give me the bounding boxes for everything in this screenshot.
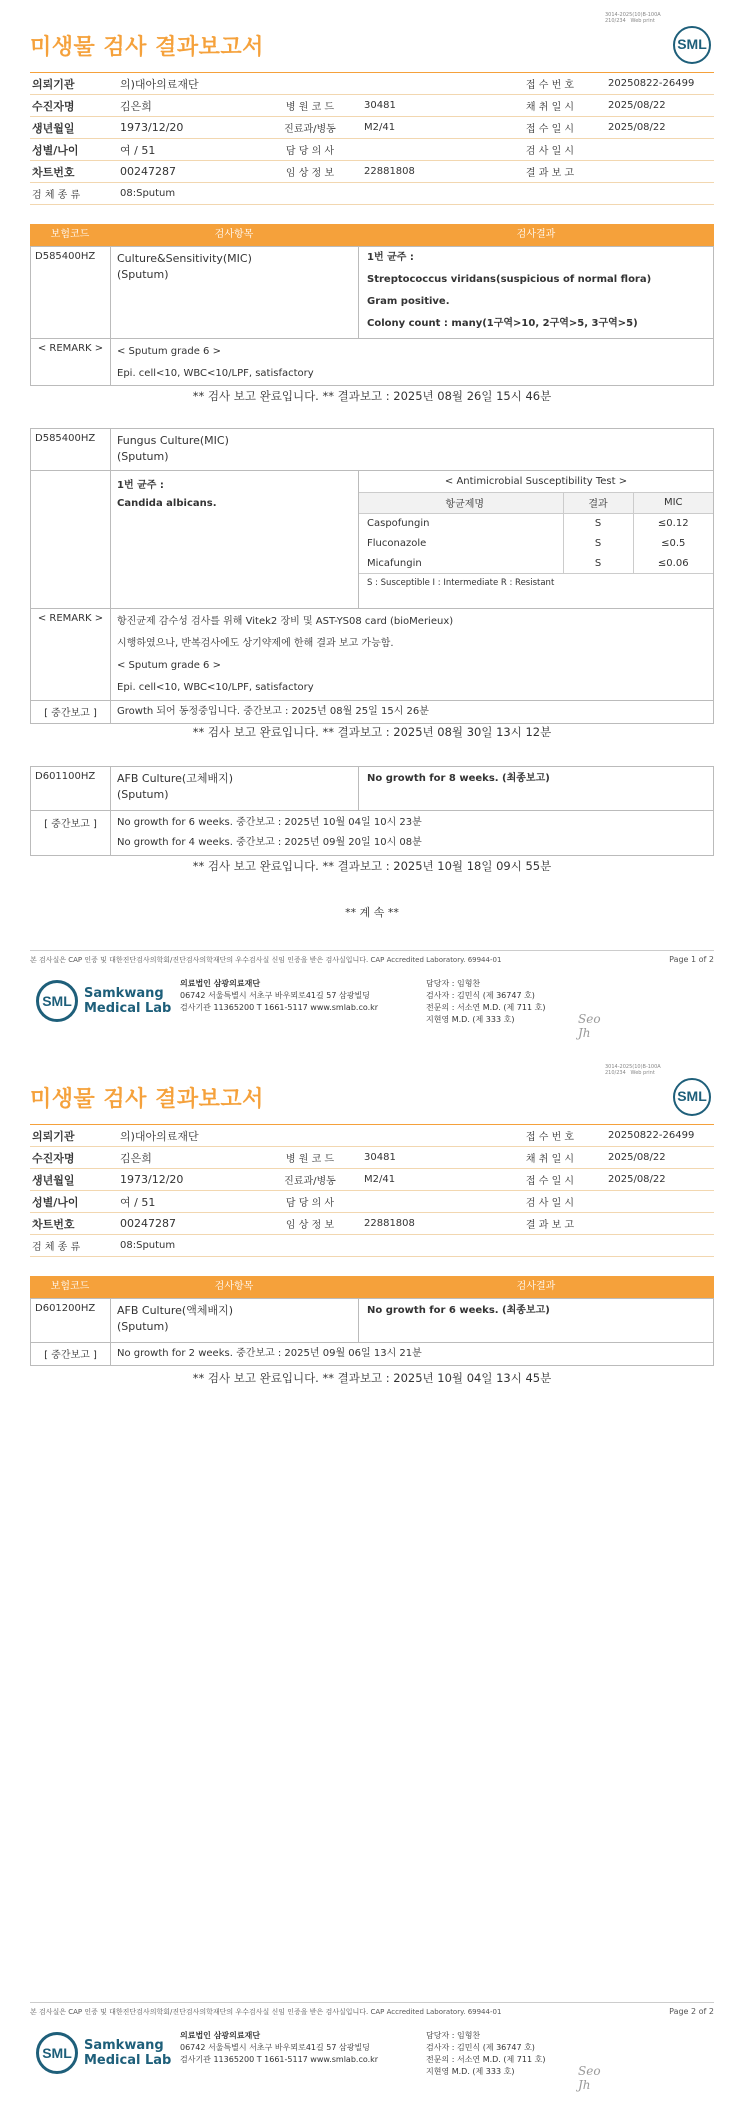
ast-title: < Antimicrobial Susceptibility Test > [359, 471, 713, 493]
test-block-fungus [30, 428, 714, 724]
report-complete-line: ** 검사 보고 완료입니다. ** 결과보고 : 2025년 10월 04일 13시 45분 [192, 1371, 552, 1385]
label-ward: 진료과/병동 [284, 1176, 336, 1187]
header-code: 보험코드 [50, 1281, 90, 1292]
value-hospital-code: 30481 [364, 1152, 396, 1163]
ast-panel [359, 471, 713, 608]
test-item-sub: (Sputum) [117, 450, 169, 463]
patient-info [30, 72, 714, 205]
test-item [111, 247, 359, 338]
label-test-date: 검 사 일 시 [525, 146, 575, 157]
value-specimen: 08:Sputum [120, 188, 176, 199]
label-doctor: 담 당 의 사 [285, 146, 335, 157]
label-patient: 수진자명 [32, 99, 75, 113]
remark-line: 시행하였으나, 반복검사에도 상기약제에 한해 결과 보고 가능함. [117, 638, 394, 649]
signature: Jh [578, 2078, 591, 2092]
footer-contact: 검사기관 11365200 T 1661-5117 www.smlab.co.kr [180, 2055, 379, 2064]
label-report-date: 결 과 보 고 [525, 1220, 575, 1231]
test-item [111, 767, 359, 810]
label-receipt-no: 접 수 번 호 [525, 1132, 575, 1143]
footer-logo-ring: SML [36, 980, 78, 1022]
signatures [578, 1012, 601, 1040]
staff-line: 전문의 : 서소연 M.D. (제 711 호) [426, 2055, 546, 2064]
footer-contact: 검사기관 11365200 T 1661-5117 www.smlab.co.kr [180, 1003, 379, 1012]
value-receipt-no: 20250822-26499 [608, 1130, 695, 1141]
footer-org: 의료법인 삼광의료재단 [180, 979, 261, 988]
signature: Jh [578, 1026, 591, 1040]
patient-info [30, 1124, 714, 1257]
header-item: 검사항목 [214, 1281, 254, 1292]
footer-logo-name: Medical Lab [84, 1001, 172, 1016]
table-cell: ≤0.5 [633, 533, 713, 553]
label-birth: 생년월일 [32, 121, 75, 135]
report-title: 미생물 검사 결과보고서 [30, 1087, 264, 1112]
results-header [30, 224, 714, 246]
interim-line: No growth for 4 weeks. 중간보고 : 2025년 09월 20일 10시 08분 [117, 837, 422, 848]
interim-label: [ 중간보고 ] [31, 1343, 111, 1365]
continued-note: ** 계 속 ** [345, 906, 399, 919]
label-specimen: 검 체 종 류 [32, 1242, 81, 1253]
label-collect-date: 채 취 일 시 [525, 1154, 575, 1165]
label-test-date: 검 사 일 시 [525, 1198, 575, 1209]
footer-address [180, 2030, 378, 2066]
remark-line: 항진균제 감수성 검사를 위해 Vitek2 장비 및 AST-YS08 card (bioMerieux) [117, 616, 454, 627]
label-hospital-code: 병 원 코 드 [285, 102, 335, 113]
label-sex-age: 성별/나이 [32, 1195, 79, 1209]
remark-line: Epi. cell<10, WBC<10/LPF, satisfactory [117, 368, 314, 379]
remark-line: Epi. cell<10, WBC<10/LPF, satisfactory [117, 682, 314, 693]
ast-col-result: 결과 [563, 493, 633, 513]
interim-text: Growth 되어 동정중입니다. 중간보고 : 2025년 08월 25일 15시 26분 [117, 706, 429, 717]
test-item-name: Culture&Sensitivity(MIC) [117, 252, 252, 265]
test-item-name: AFB Culture(액체배지) [117, 1304, 234, 1317]
footer-accreditation: 본 검사실은 CAP 인증 및 대한진단검사의학회/진단검사의학재단의 우수검사실 신임 인증을 받은 검사실입니다. CAP Accredited Laboratory. 69944-01 [30, 956, 502, 964]
value-ward: M2/41 [364, 1174, 396, 1185]
remark-line: < Sputum grade 6 > [117, 346, 221, 357]
label-clinical-info: 임 상 정 보 [285, 168, 335, 179]
label-birth: 생년월일 [32, 1173, 75, 1187]
label-receipt-date: 접 수 일 시 [525, 124, 575, 135]
test-item [111, 429, 713, 470]
staff-line: 지현영 M.D. (제 333 호) [426, 1015, 515, 1024]
table-row [359, 513, 713, 533]
test-item-name: Fungus Culture(MIC) [117, 434, 229, 447]
test-result: No growth for 8 weeks. (최종보고) [367, 773, 550, 784]
report-complete-line: ** 검사 보고 완료입니다. ** 결과보고 : 2025년 10월 18일 09시 55분 [192, 859, 552, 873]
value-specimen: 08:Sputum [120, 1240, 176, 1251]
result-line: Gram positive. [367, 296, 450, 307]
table-cell: S [563, 513, 633, 533]
test-result: No growth for 6 weeks. (최종보고) [367, 1305, 550, 1316]
ast-col-drug: 항균제명 [359, 493, 563, 513]
value-hospital-code: 30481 [364, 100, 396, 111]
header-result: 검사결과 [516, 1281, 556, 1292]
table-cell: S [563, 533, 633, 553]
page-number: Page 2 of 2 [669, 2007, 714, 2016]
test-block-afb-solid [30, 766, 714, 856]
label-chart-no: 차트번호 [32, 165, 75, 179]
label-report-date: 결 과 보 고 [525, 168, 575, 179]
remark-text [111, 609, 713, 700]
report-complete-line: ** 검사 보고 완료입니다. ** 결과보고 : 2025년 08월 30일 13시 12분 [192, 725, 552, 739]
value-receipt-no: 20250822-26499 [608, 78, 695, 89]
remark-text [111, 339, 713, 385]
footer-accreditation: 본 검사실은 CAP 인증 및 대한진단검사의학회/진단검사의학재단의 우수검사실 신임 인증을 받은 검사실입니다. CAP Accredited Laboratory. 69944-01 [30, 2008, 502, 2016]
page-number: Page 1 of 2 [669, 955, 714, 964]
signature: Seo [578, 2064, 601, 2078]
test-code: D585400HZ [31, 247, 111, 338]
test-item-sub: (Sputum) [117, 1320, 169, 1333]
interim-label: [ 중간보고 ] [31, 701, 111, 723]
test-code: D601200HZ [31, 1299, 111, 1342]
interim-line: No growth for 6 weeks. 중간보고 : 2025년 10월 04일 10시 23분 [117, 817, 422, 828]
label-clinical-info: 임 상 정 보 [285, 1220, 335, 1231]
header-item: 검사항목 [214, 229, 254, 240]
table-cell: Caspofungin [367, 517, 430, 529]
staff-line: 검사자 : 김민식 (제 36747 호) [426, 991, 535, 1000]
value-birth: 1973/12/20 [120, 121, 184, 134]
ast-table [359, 493, 713, 573]
table-cell: ≤0.12 [633, 513, 713, 533]
ast-legend: S : Susceptible I : Intermediate R : Resistant [359, 573, 713, 592]
label-receipt-no: 접 수 번 호 [525, 80, 575, 91]
table-row [359, 553, 713, 573]
strain-name: Candida albicans. [117, 498, 217, 509]
footer-logo [36, 980, 171, 1022]
footer-staff [426, 2030, 545, 2078]
value-receipt-date: 2025/08/22 [608, 122, 666, 133]
header-code: 보험코드 [50, 229, 90, 240]
test-item-sub: (Sputum) [117, 268, 169, 281]
footer-address [180, 978, 378, 1014]
label-receipt-date: 접 수 일 시 [525, 1176, 575, 1187]
value-patient: 김은희 [120, 99, 152, 113]
interim-label: [ 중간보고 ] [31, 811, 111, 855]
value-clinical-info: 22881808 [364, 166, 415, 177]
header-result: 검사결과 [516, 229, 556, 240]
label-patient: 수진자명 [32, 1151, 75, 1165]
label-requester: 의뢰기관 [32, 1129, 75, 1143]
result-line: 1번 균주 : [367, 252, 414, 263]
remark-label: < REMARK > [31, 609, 111, 700]
doc-code: 3014-2025(10)B-100A 210/234 Web print [605, 1064, 661, 1076]
footer-addr: 06742 서울특별시 서초구 바우뫼로41길 57 삼광빌딩 [180, 2043, 370, 2052]
value-sex-age: 여 / 51 [120, 143, 156, 157]
label-specimen: 검 체 종 류 [32, 190, 81, 201]
staff-line: 담당자 : 임형찬 [426, 2031, 481, 2040]
test-item-name: AFB Culture(고체배지) [117, 772, 234, 785]
footer-logo-name: Samkwang [84, 986, 164, 1001]
staff-line: 담당자 : 임형찬 [426, 979, 481, 988]
label-chart-no: 차트번호 [32, 1217, 75, 1231]
value-requester: 의)대아의료재단 [120, 1129, 199, 1143]
label-sex-age: 성별/나이 [32, 143, 79, 157]
doc-code: 3014-2025(10)B-100A 210/234 Web print [605, 12, 661, 24]
table-cell: Fluconazole [367, 537, 427, 549]
interim-text: No growth for 2 weeks. 중간보고 : 2025년 09월 06일 13시 21분 [117, 1348, 422, 1359]
value-requester: 의)대아의료재단 [120, 77, 199, 91]
staff-line: 지현영 M.D. (제 333 호) [426, 2067, 515, 2076]
test-block-culture [30, 246, 714, 386]
signature: Seo [578, 1012, 601, 1026]
signatures [578, 2064, 601, 2092]
value-ward: M2/41 [364, 122, 396, 133]
value-collect-date: 2025/08/22 [608, 1152, 666, 1163]
staff-line: 검사자 : 김민식 (제 36747 호) [426, 2043, 535, 2052]
label-doctor: 담 당 의 사 [285, 1198, 335, 1209]
test-code: D585400HZ [31, 429, 111, 470]
footer-addr: 06742 서울특별시 서초구 바우뫼로41길 57 삼광빌딩 [180, 991, 370, 1000]
table-cell: S [563, 553, 633, 573]
remark-label: < REMARK > [31, 339, 111, 385]
footer-logo-name: Medical Lab [84, 2053, 172, 2068]
table-row [359, 533, 713, 553]
strain-info [111, 471, 359, 608]
value-receipt-date: 2025/08/22 [608, 1174, 666, 1185]
footer-org: 의료법인 삼광의료재단 [180, 2031, 261, 2040]
table-cell: Micafungin [367, 557, 422, 569]
value-patient: 김은희 [120, 1151, 152, 1165]
staff-line: 전문의 : 서소연 M.D. (제 711 호) [426, 1003, 546, 1012]
footer-logo-name: Samkwang [84, 2038, 164, 2053]
test-item [111, 1299, 359, 1342]
report-complete-line: ** 검사 보고 완료입니다. ** 결과보고 : 2025년 08월 26일 15시 46분 [192, 389, 552, 403]
footer-logo-ring: SML [36, 2032, 78, 2074]
remark-line: < Sputum grade 6 > [117, 660, 221, 671]
label-collect-date: 채 취 일 시 [525, 102, 575, 113]
value-chart-no: 00247287 [120, 165, 176, 178]
footer-staff [426, 978, 545, 1026]
result-line: Colony count : many(1구역>10, 2구역>5, 3구역>5) [367, 318, 638, 329]
ast-col-mic: MIC [633, 493, 713, 513]
results-header [30, 1276, 714, 1298]
value-chart-no: 00247287 [120, 1217, 176, 1230]
table-cell: ≤0.06 [633, 553, 713, 573]
strain-label: 1번 균주 : [117, 480, 164, 491]
sml-logo: SML [673, 26, 711, 64]
label-hospital-code: 병 원 코 드 [285, 1154, 335, 1165]
sml-logo: SML [673, 1078, 711, 1116]
label-ward: 진료과/병동 [284, 124, 336, 135]
test-block-afb-liquid [30, 1298, 714, 1366]
test-result [359, 247, 713, 338]
interim-text [111, 811, 713, 855]
report-title: 미생물 검사 결과보고서 [30, 35, 264, 60]
test-item-sub: (Sputum) [117, 788, 169, 801]
result-line: Streptococcus viridans(suspicious of normal flora) [367, 274, 652, 285]
label-requester: 의뢰기관 [32, 77, 75, 91]
value-collect-date: 2025/08/22 [608, 100, 666, 111]
report-page-2 [0, 1052, 744, 2104]
value-clinical-info: 22881808 [364, 1218, 415, 1229]
test-code: D601100HZ [31, 767, 111, 810]
value-sex-age: 여 / 51 [120, 1195, 156, 1209]
value-birth: 1973/12/20 [120, 1173, 184, 1186]
footer-logo [36, 2032, 171, 2074]
